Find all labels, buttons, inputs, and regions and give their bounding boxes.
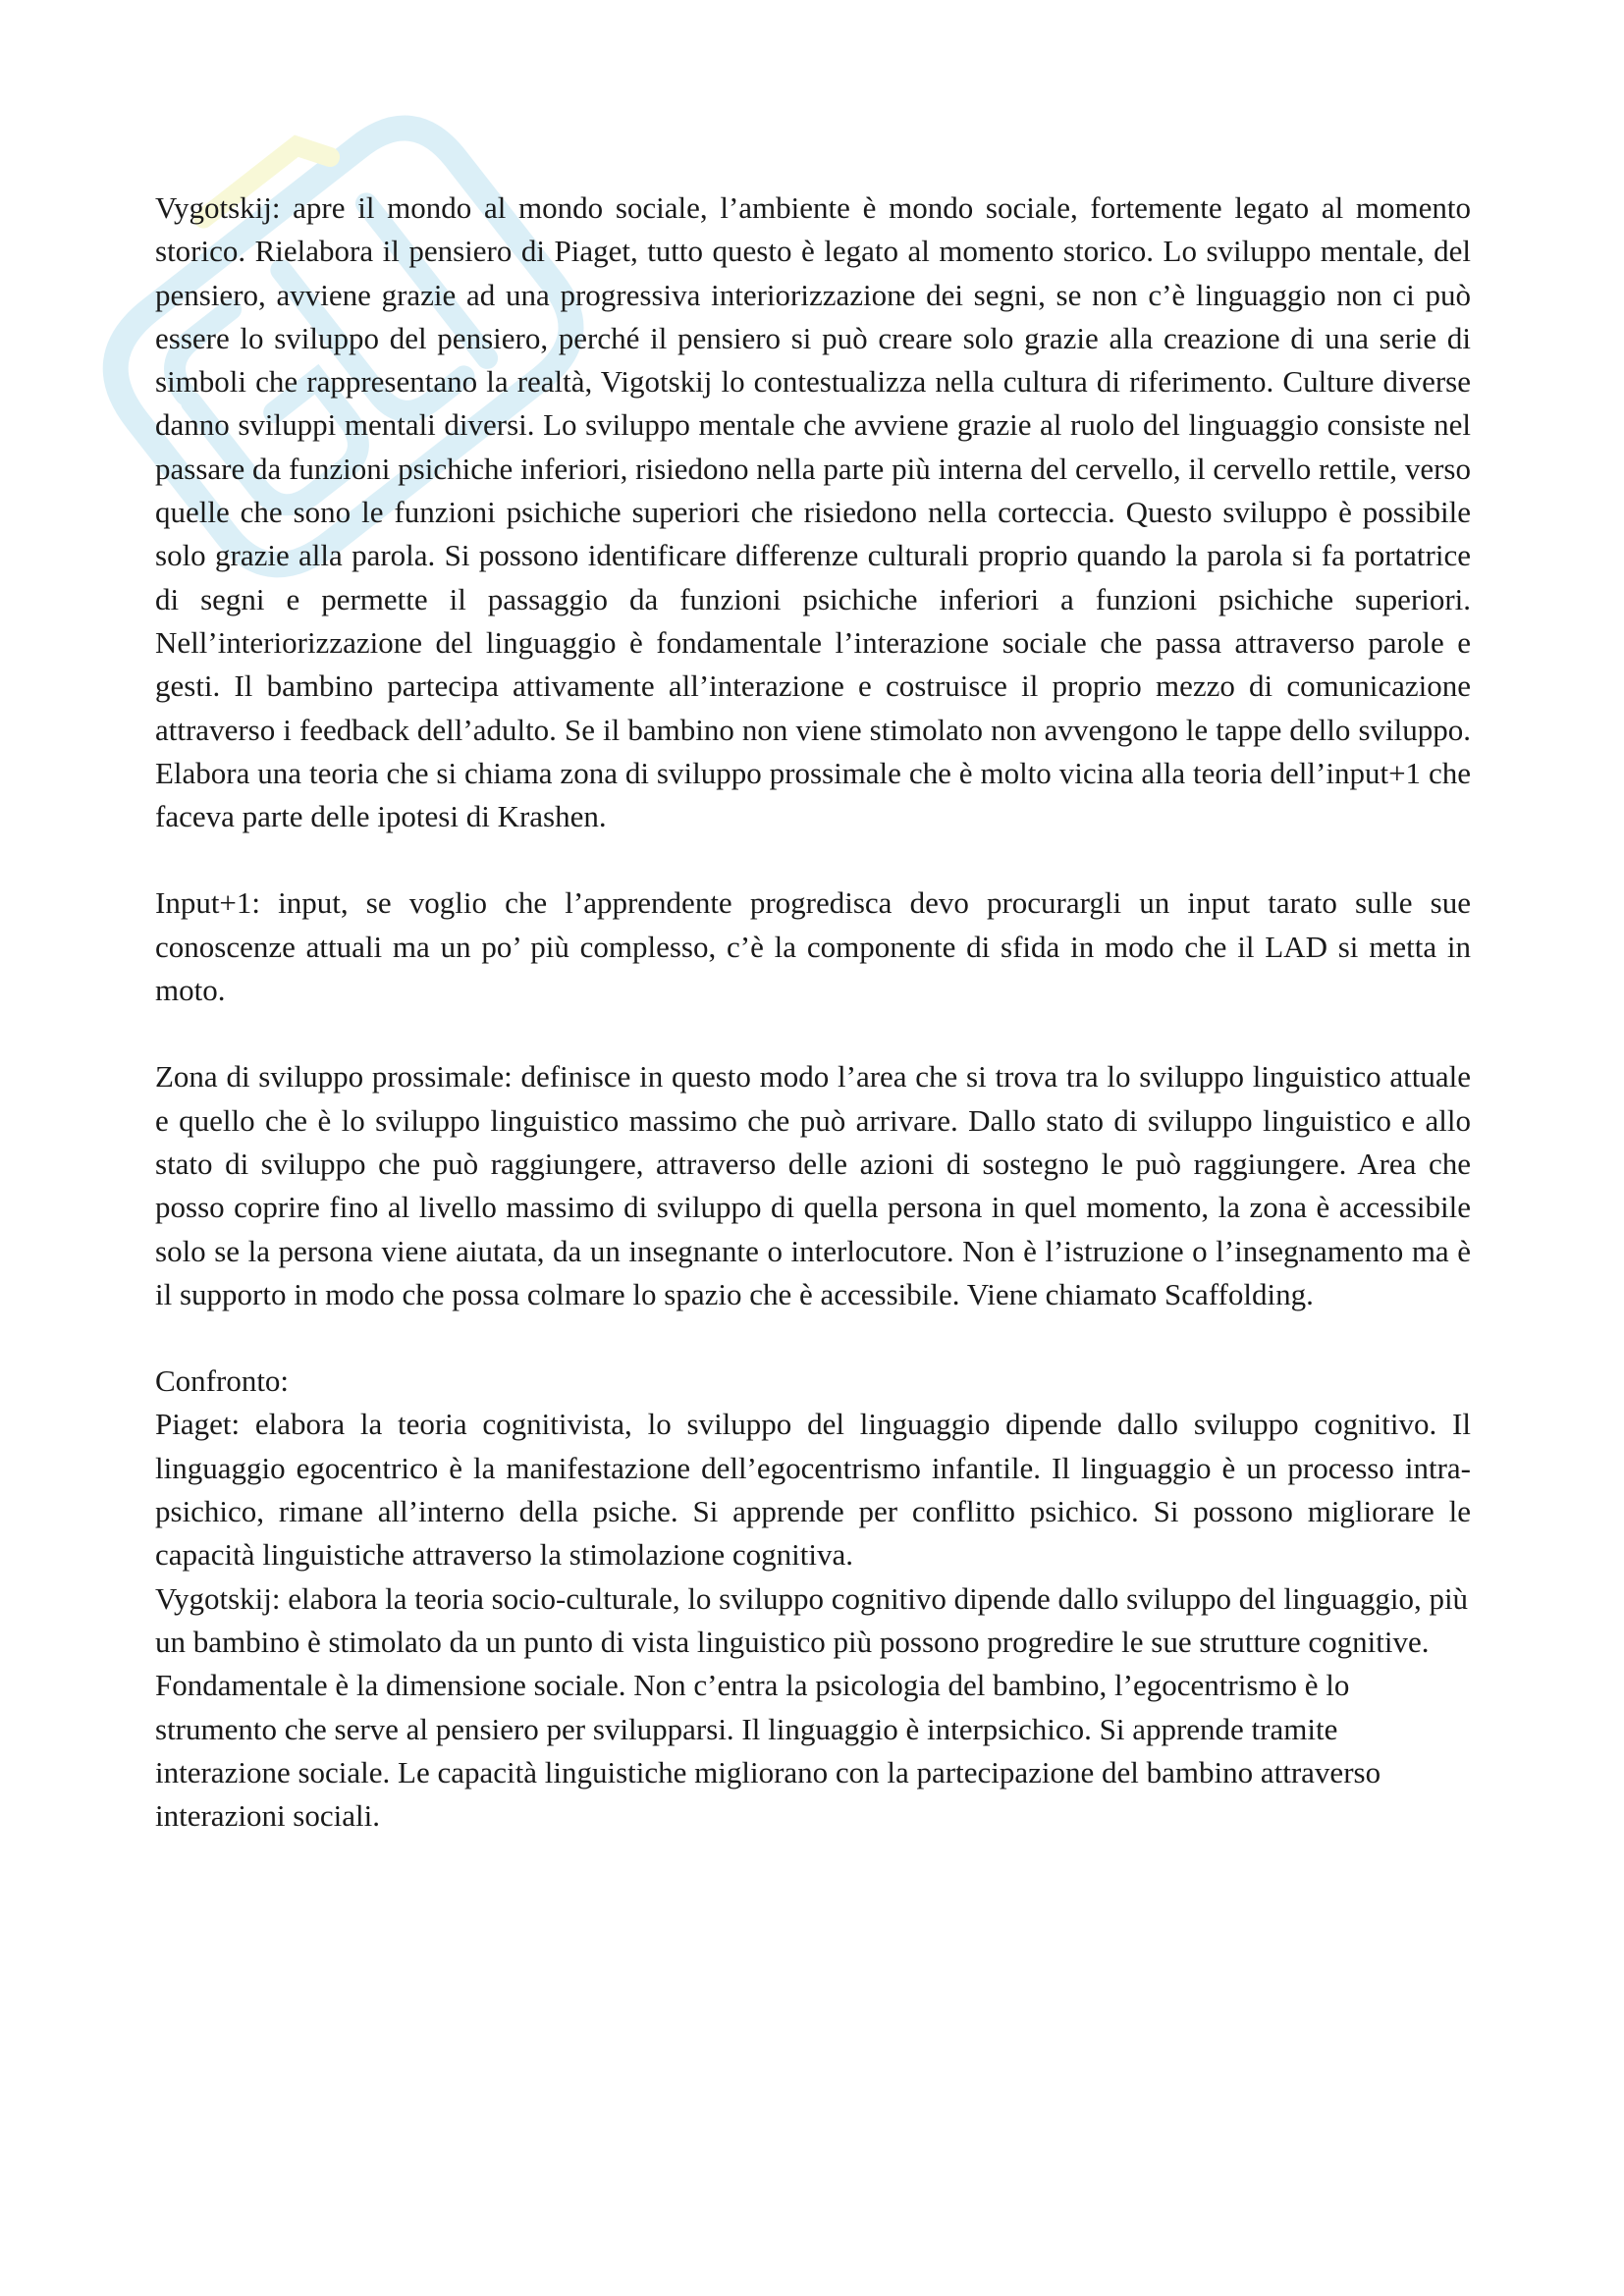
paragraph-confronto-vygotskij: Vygotskij: elabora la teoria socio-culturale, lo sviluppo cognitivo dipende dallo sviluppo del linguaggio, più un bambino è stimolato da un punto di vista linguistico più possono progredire le sue strutture cognitive. Fondamentale è la dimensione sociale. Non c’entra la psicologia del bambino, l’egocentrismo è lo strumento che serve al pensiero per svilupparsi. Il linguaggio è interpsichico. Si apprende tramite interazione sociale. Le capacità linguistiche migliorano con la partecipazione del bambino attraverso interazioni sociali.	[155, 1580, 1469, 1834]
confronto-heading: Confronto:	[155, 1363, 290, 1399]
document-body	[155, 187, 1471, 1838]
paragraph-vygotskij-intro: Vygotskij: apre il mondo al mondo sociale, l’ambiente è mondo sociale, fortemente legato al momento storico. Rielabora il pensiero di Piaget, tutto questo è legato al momento storico. Lo sviluppo mentale, del pensiero, avviene grazie ad una progressiva interiorizzazione dei segni, se non c’è linguaggio non ci può essere lo sviluppo del pensiero, perché il pensiero si può creare solo grazie alla creazione di una serie di simboli che rappresentano la realtà, Vigotskij lo contestualizza nella cultura di riferimento. Culture diverse danno sviluppi mentali diversi. Lo sviluppo mentale che avviene grazie al ruolo del linguaggio consiste nel passare da funzioni psichiche inferiori, risiedono nella parte più interna del cervello, il cervello rettile, verso quelle che sono le funzioni psichiche superiori che risiedono nella corteccia. Questo sviluppo è possibile solo grazie alla parola. Si possono identificare differenze culturali proprio quando la parola si fa portatrice di segni e permette il passaggio da funzioni psichiche inferiori a funzioni psichiche superiori. Nell’interiorizzazione del linguaggio è fondamentale l’interazione sociale che passa attraverso parole e gesti. Il bambino partecipa attivamente all’interazione e costruisce il proprio mezzo di comunicazione attraverso i feedback dell’adulto. Se il bambino non viene stimolato non avvengono le tappe dello sviluppo. Elabora una teoria che si chiama zona di sviluppo prossimale che è molto vicina alla teoria dell’input+1 che faceva parte delle ipotesi di Krashen.	[155, 190, 1471, 834]
paragraph-spacer	[155, 1012, 1471, 1055]
paragraph-zona-sviluppo: Zona di sviluppo prossimale: definisce in questo modo l’area che si trova tra lo sviluppo linguistico attuale e quello che è lo sviluppo linguistico massimo che può arrivare. Dallo stato di sviluppo linguistico e allo stato di sviluppo che può raggiungere, attraverso delle azioni di sostegno le può raggiungere. Area che posso coprire fino al livello massimo di sviluppo di quella persona in quel momento, la zona è accessibile solo se la persona viene aiutata, da un insegnante o interlocutore. Non è l’istruzione o l’insegnamento ma è il supporto in modo che possa colmare lo spazio che è accessibile. Viene chiamato Scaffolding.	[155, 1059, 1471, 1311]
paragraph-spacer	[155, 838, 1471, 881]
paragraph-input-plus-one: Input+1: input, se voglio che l’apprendente progredisca devo procurargli un input tarato sulle sue conoscenze attuali ma un po’ più complesso, c’è la componente di sfida in modo che il LAD si metta in moto.	[155, 885, 1471, 1008]
paragraph-spacer	[155, 1316, 1471, 1360]
paragraph-confronto-piaget: Piaget: elabora la teoria cognitivista, lo sviluppo del linguaggio dipende dallo sviluppo cognitivo. Il linguaggio egocentrico è la manifestazione dell’egocentrismo infantile. Il linguaggio è un processo intra-psichico, rimane all’interno della psiche. Si apprende per conflitto psichico. Si possono migliorare le capacità linguistiche attraverso la stimolazione cognitiva.	[155, 1407, 1471, 1573]
